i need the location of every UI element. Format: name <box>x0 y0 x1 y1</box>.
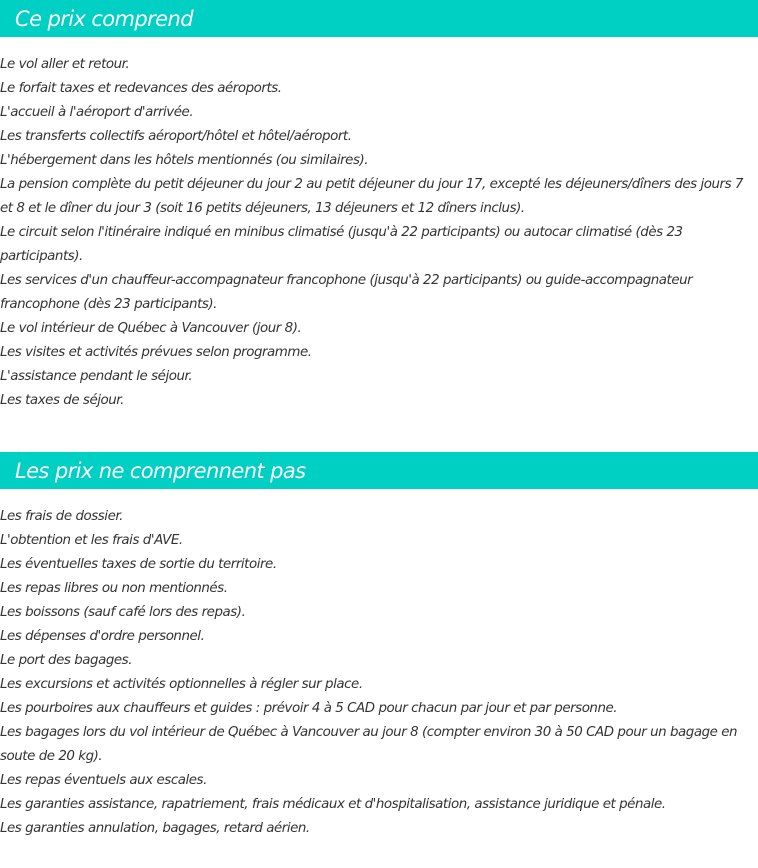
included-item: Les services d'un chauffeur-accompagnateur francophone (jusqu'à 22 participants) ou guide-accompagnateur francophone (dès 23 participants). <box>0 273 693 312</box>
section-excluded <box>0 452 758 841</box>
included-item: Les visites et activités prévues selon programme. <box>0 345 312 360</box>
section-title-included: Ce prix comprend <box>15 6 193 31</box>
excluded-item: Le port des bagages. <box>0 653 133 668</box>
section-header-included <box>0 0 758 37</box>
included-item: Le vol intérieur de Québec à Vancouver (jour 8). <box>0 321 302 336</box>
section-header-excluded <box>0 452 758 489</box>
excluded-item: Les garanties annulation, bagages, retard aérien. <box>0 821 310 836</box>
included-item: La pension complète du petit déjeuner du jour 2 au petit déjeuner du jour 17, excepté les déjeuners/dîners des jours 7 et 8 et le dîner du jour 3 (soit 16 petits déjeuners, 13 déjeuners et 12 dîners inclus). <box>0 177 744 216</box>
included-item: Le vol aller et retour. <box>0 57 130 72</box>
included-item: L'hébergement dans les hôtels mentionnés (ou similaires). <box>0 153 369 168</box>
included-item: L'accueil à l'aéroport d'arrivée. <box>0 105 194 120</box>
excluded-item: L'obtention et les frais d'AVE. <box>0 533 183 548</box>
excluded-item: Les repas libres ou non mentionnés. <box>0 581 228 596</box>
excluded-items-list <box>0 489 758 841</box>
included-item: Le forfait taxes et redevances des aéroports. <box>0 81 282 96</box>
excluded-item: Les dépenses d'ordre personnel. <box>0 629 205 644</box>
excluded-item: Les garanties assistance, rapatriement, frais médicaux et d'hospitalisation, assistance juridique et pénale. <box>0 797 666 812</box>
excluded-item: Les éventuelles taxes de sortie du territoire. <box>0 557 277 572</box>
included-item: Les taxes de séjour. <box>0 393 124 408</box>
included-items-list <box>0 37 758 413</box>
excluded-item: Les excursions et activités optionnelles à régler sur place. <box>0 677 363 692</box>
excluded-item: Les repas éventuels aux escales. <box>0 773 207 788</box>
excluded-item: Les pourboires aux chauffeurs et guides : prévoir 4 à 5 CAD pour chacun par jour et par personne. <box>0 701 618 716</box>
excluded-item: Les frais de dossier. <box>0 509 123 524</box>
section-title-excluded: Les prix ne comprennent pas <box>15 458 306 483</box>
included-item: Le circuit selon l'itinéraire indiqué en minibus climatisé (jusqu'à 22 participants) ou autocar climatisé (dès 23 participants). <box>0 225 683 264</box>
included-item: Les transferts collectifs aéroport/hôtel et hôtel/aéroport. <box>0 129 352 144</box>
included-item: L'assistance pendant le séjour. <box>0 369 193 384</box>
excluded-item: Les bagages lors du vol intérieur de Québec à Vancouver au jour 8 (compter environ 30 à 50 CAD pour un bagage en soute de 20 kg). <box>0 725 738 764</box>
section-included <box>0 0 758 413</box>
excluded-item: Les boissons (sauf café lors des repas). <box>0 605 246 620</box>
